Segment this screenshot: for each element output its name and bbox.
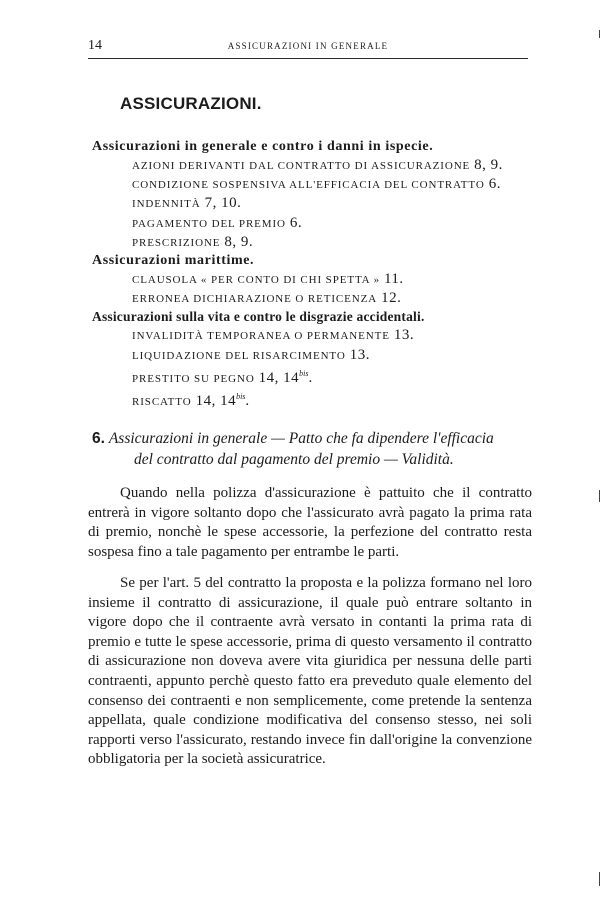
body-paragraph: Quando nella polizza d'assicurazione è pattuito che il contratto entrerà in vigore soltanto dopo che l'assicurato avrà pagato la prima rata di premio, nonchè le spese accessorie, la perfezione del contratto resta sospesa fino a tale pagamento per entrambe le parti.: [88, 485, 532, 560]
running-title: ASSICURAZIONI IN GENERALE: [227, 41, 389, 51]
entry-refs: 8, 9.: [474, 157, 503, 173]
entry-text: INDENNITÀ: [132, 198, 201, 211]
entry-text: AZIONI DERIVANTI DAL CONTRATTO DI ASSICURAZIONE: [132, 160, 471, 172]
page-number: 14: [88, 38, 102, 53]
header-rule: [88, 58, 528, 59]
index-entry: [92, 270, 542, 289]
entry-refs: 13.: [349, 346, 370, 363]
entry-text: RISCATTO: [132, 396, 192, 409]
index-entry: [92, 194, 542, 213]
entry-refs: 11.: [383, 271, 404, 288]
index-entry: [92, 156, 542, 175]
entry-text: PRESTITO SU PEGNO: [132, 372, 255, 385]
index-category: Assicurazioni sulla vita e contro le disgrazie accidentali.: [92, 309, 425, 325]
entry-text: CONDIZIONE SOSPENSIVA ALL'EFFICACIA DEL CONTRATTO: [132, 179, 485, 192]
entry-text: PAGAMENTO DEL PREMIO: [132, 217, 286, 230]
index-entry: [92, 289, 542, 308]
entry-refs: 8, 9.: [224, 233, 254, 250]
subject-index: [92, 138, 542, 411]
index-category: Assicurazioni in generale e contro i danni in ispecie.: [92, 139, 434, 154]
entry-refs: 7, 10.: [204, 195, 242, 212]
index-entry: [92, 326, 542, 345]
scan-edge-mark: [599, 490, 600, 502]
entry-text: CLAUSOLA « PER CONTO DI CHI SPETTA »: [132, 274, 380, 287]
article-heading: [92, 428, 532, 470]
entry-refs: 12.: [381, 290, 402, 307]
refs-main: 14, 14: [258, 369, 300, 386]
entry-refs: 13.: [393, 327, 415, 344]
running-head: [88, 38, 528, 54]
article-heading-line2: del contratto dal pagamento del premio — Validità.: [134, 451, 454, 468]
entry-text: ERRONEA DICHIARAZIONE O RETICENZA: [132, 293, 378, 306]
refs-superscript: bis: [299, 368, 309, 378]
entry-text: PRESCRIZIONE: [132, 236, 221, 249]
entry-refs: [259, 370, 313, 386]
article-number: 6.: [92, 430, 105, 447]
scan-edge-mark: [599, 30, 600, 38]
article-heading-line1: Assicurazioni in generale — Patto che fa dipendere l'efficacia: [108, 430, 494, 447]
entry-text: INVALIDITÀ TEMPORANEA O PERMANENTE: [132, 330, 390, 343]
section-title: ASSICURAZIONI.: [120, 94, 262, 113]
index-entry: [92, 388, 542, 411]
refs-tail: .: [308, 369, 313, 386]
index-entry: [92, 233, 542, 252]
body-paragraph: Se per l'art. 5 del contratto la proposta e la polizza formano nel loro insieme il contratto di assicurazione, il quale può entrare soltanto in vigore dopo che il contraente avrà versato in contanti la prima rata di premio e tutte le spese accessorie, prima di questo versamento il contratto di assicurazione non doveva avere vita giuridica per nessuna delle parti contraenti, appunto perchè questo fatto era preveduto quale elemento del consenso dei contraenti e non semplicemente, come pretende la sentenza appellata, quale condizione modificativa del consenso stesso, nei soli rapporti verso l'assicurato, restando invece fin dall'origine la convenzione obbligatoria per la società assicuratrice.: [88, 575, 532, 768]
refs-superscript: bis: [236, 392, 246, 402]
index-entry: [92, 365, 542, 388]
index-entry: [92, 346, 542, 365]
entry-refs: [196, 393, 250, 409]
index-category: Assicurazioni marittime.: [92, 253, 255, 269]
index-entry: [92, 214, 542, 233]
refs-tail: .: [245, 393, 250, 410]
index-entry: [92, 175, 542, 194]
entry-refs: 6.: [289, 214, 303, 231]
scan-edge-mark: [599, 872, 600, 886]
entry-refs: 6.: [488, 176, 501, 193]
refs-main: 14, 14: [195, 393, 237, 410]
entry-text: LIQUIDAZIONE DEL RISARCIMENTO: [132, 349, 346, 362]
